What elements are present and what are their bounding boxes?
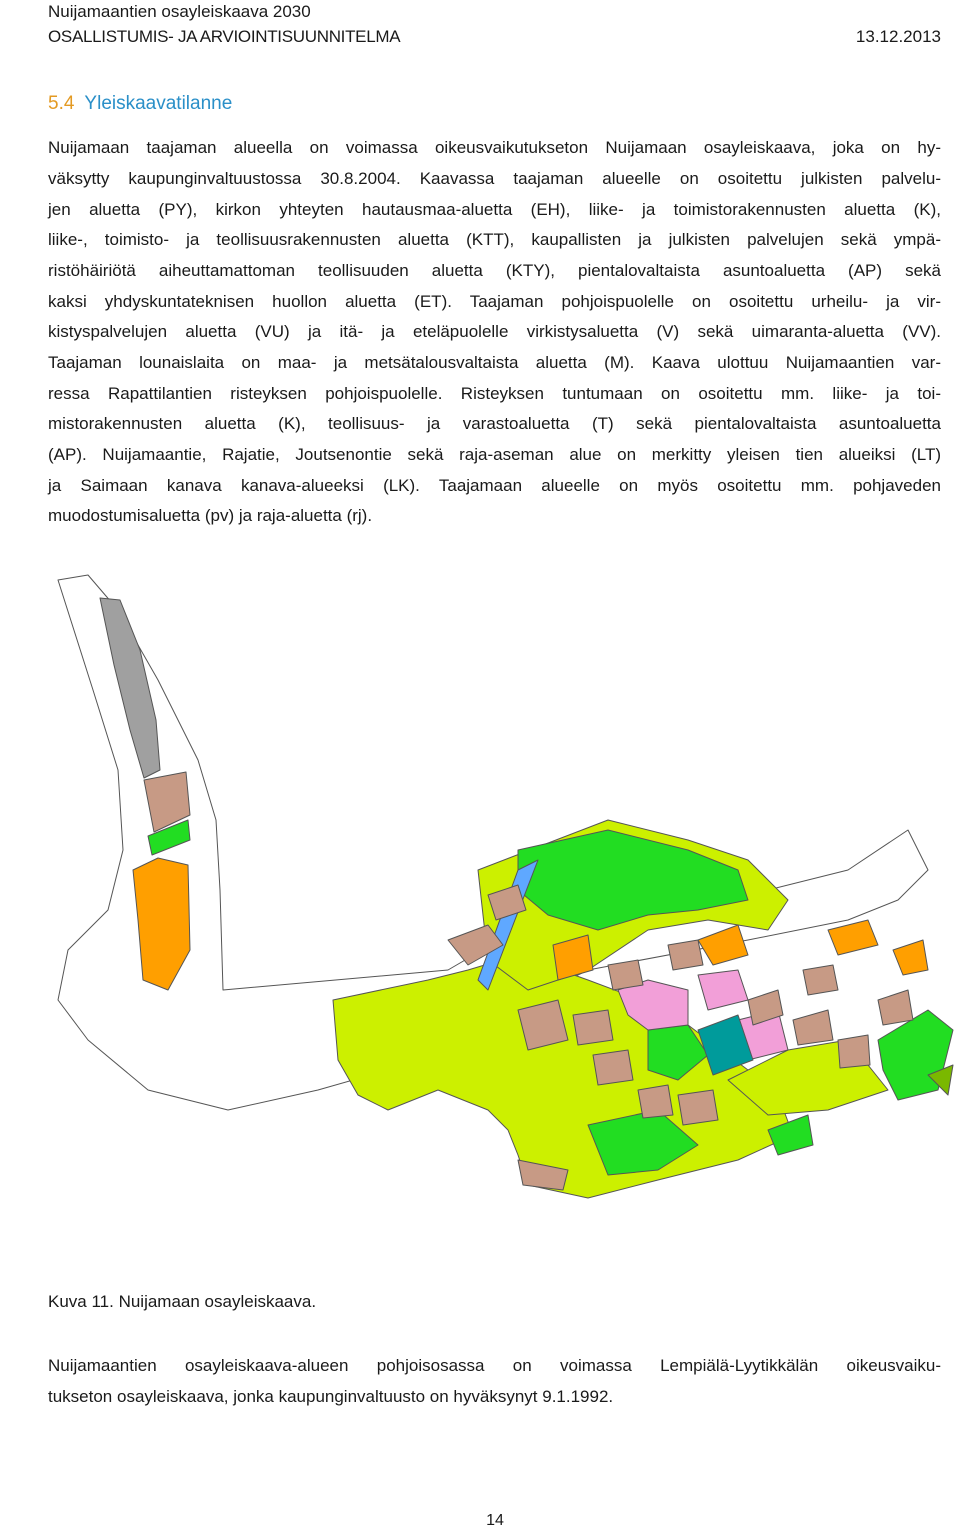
public-services-area bbox=[698, 970, 748, 1010]
residential-area bbox=[638, 1085, 673, 1118]
paragraph-line: tukseton osayleiskaava, jonka kaupunginvaltuusto on hyväksynyt 9.1.1992. bbox=[48, 1387, 614, 1406]
figure-caption: Kuva 11. Nuijamaan osayleiskaava. bbox=[48, 1292, 317, 1311]
paragraph-line: muodostumisaluetta (pv) ja raja-aluetta (rj). bbox=[48, 506, 373, 525]
paragraph-line: kistyspalvelujen aluetta (VU) ja itä- ja eteläpuolelle virkistysaluetta (V) sekä uimaranta-aluetta (VV). bbox=[48, 322, 941, 341]
section-heading bbox=[48, 91, 232, 117]
commercial-area-k bbox=[893, 940, 928, 975]
paragraph-line: jen aluetta (PY), kirkon yhteyten hautausmaa-aluetta (EH), liike- ja toimistorakennusten aluetta (K), bbox=[48, 200, 941, 219]
residential-area bbox=[878, 990, 913, 1025]
paragraph-line: (AP). Nuijamaantie, Rajatie, Joutsenontie sekä raja-aseman alue on merkitty yleisen tien alueiksi (LT) bbox=[48, 445, 941, 464]
section-title: Yleiskaavatilanne bbox=[84, 93, 233, 114]
paragraph-line: Nuijamaantien osayleiskaava-alueen pohjoisosassa on voimassa Lempiälä-Lyytikkälän oikeusvaiku- bbox=[48, 1356, 941, 1375]
commercial-area-k bbox=[828, 920, 878, 955]
residential-area bbox=[678, 1090, 718, 1125]
document-title: Nuijamaantien osayleiskaava 2030 bbox=[48, 2, 311, 21]
page-number: 14 bbox=[486, 1512, 504, 1529]
residential-area bbox=[838, 1035, 870, 1068]
residential-area bbox=[593, 1050, 633, 1085]
paragraph-line: Nuijamaan taajaman alueella on voimassa oikeusvaikutukseton Nuijamaan osayleiskaava, joka on hy- bbox=[48, 138, 941, 157]
paragraph-line: ristöhäiriötä aiheuttamattoman teollisuuden aluetta (KTY), pientalovaltaista asuntoaluetta (AP) sekä bbox=[48, 261, 941, 280]
residential-area bbox=[668, 940, 703, 970]
paragraph-line: ressa Rapattilantien risteyksen pohjoispuolelle. Risteyksen tuntumaan on osoitettu mm. liike- ja toi- bbox=[48, 384, 941, 403]
paragraph-line: ja Saimaan kanava kanava-alueeksi (LK). Taajamaan alueelle on myös osoitettu mm. pohjaveden bbox=[48, 476, 941, 495]
master-plan-map bbox=[48, 570, 958, 1220]
residential-area bbox=[803, 965, 838, 995]
document-date: 13.12.2013 bbox=[855, 27, 941, 46]
residential-area bbox=[608, 960, 643, 990]
residential-area bbox=[573, 1010, 613, 1045]
section-number: 5.4 bbox=[48, 93, 75, 114]
paragraph-line: liike-, toimisto- ja teollisuusrakennusten aluetta (KTT), kaupallisten ja julkisten palvelujen sekä ympä- bbox=[48, 230, 941, 249]
paragraph-line: mistorakennusten aluetta (K), teollisuus- ja varastoaluetta (T) sekä pientalovaltaista asuntoaluetta bbox=[48, 414, 941, 433]
residential-area bbox=[793, 1010, 833, 1045]
paragraph-line: kaksi yhdyskuntateknisen huollon aluetta (ET). Taajaman pohjoispuolelle on osoitettu urheilu- ja vir- bbox=[48, 292, 941, 311]
paragraph-line: Taajaman lounaislaita on maa- ja metsätalousvaltaista aluetta (M). Kaava ulottuu Nuijamaantien var- bbox=[48, 353, 941, 372]
paragraph-line: väksytty kaupunginvaltuustossa 30.8.2004. Kaavassa taajaman alueelle on osoitettu julkisten palvelu- bbox=[48, 169, 941, 188]
document-subtitle: OSALLISTUMIS- JA ARVIOINTISUUNNITELMA bbox=[48, 27, 401, 46]
